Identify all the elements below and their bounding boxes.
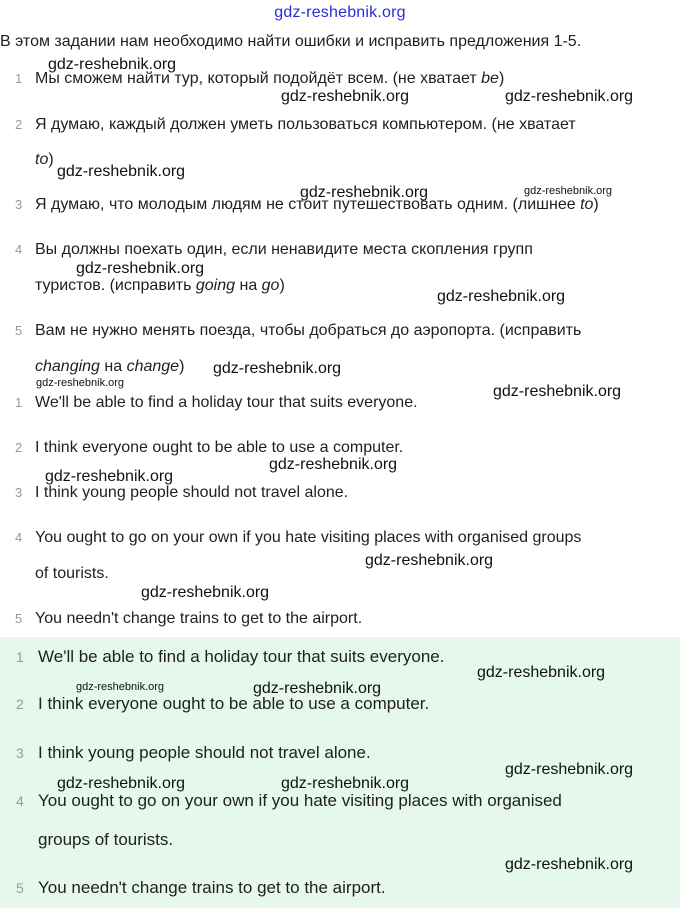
watermark: gdz-reshebnik.org bbox=[300, 184, 429, 201]
watermark: gdz-reshebnik.org bbox=[213, 360, 342, 377]
watermark: gdz-reshebnik.org bbox=[57, 775, 186, 792]
watermark: gdz-reshebnik.org bbox=[48, 56, 177, 73]
item-number: 2 bbox=[15, 440, 23, 455]
watermark: gdz-reshebnik.org bbox=[493, 383, 622, 400]
item-number: 2 bbox=[16, 696, 24, 712]
watermark: gdz-reshebnik.org bbox=[505, 761, 634, 778]
item-number: 1 bbox=[15, 395, 23, 410]
item-number: 4 bbox=[15, 530, 23, 545]
watermark: gdz-reshebnik.org bbox=[477, 664, 606, 681]
item-number: 1 bbox=[15, 71, 23, 86]
site-title[interactable]: gdz-reshebnik.org bbox=[274, 4, 406, 21]
watermark: gdz-reshebnik.org bbox=[505, 88, 634, 105]
watermark: gdz-reshebnik.org bbox=[281, 88, 410, 105]
item-number: 5 bbox=[15, 323, 23, 338]
watermark: gdz-reshebnik.org bbox=[505, 856, 634, 873]
watermark: gdz-reshebnik.org bbox=[76, 681, 165, 693]
item-number: 5 bbox=[15, 611, 23, 626]
item-number: 2 bbox=[15, 117, 23, 132]
watermark: gdz-reshebnik.org bbox=[45, 468, 174, 485]
watermark: gdz-reshebnik.org bbox=[365, 552, 494, 569]
watermark: gdz-reshebnik.org bbox=[269, 456, 398, 473]
site-header bbox=[0, 4, 680, 22]
item-number: 5 bbox=[16, 880, 24, 896]
item-number: 4 bbox=[16, 793, 24, 809]
watermark: gdz-reshebnik.org bbox=[141, 584, 270, 601]
watermark: gdz-reshebnik.org bbox=[36, 377, 125, 389]
watermark: gdz-reshebnik.org bbox=[281, 775, 410, 792]
watermark: gdz-reshebnik.org bbox=[437, 288, 566, 305]
task-intro: В этом задании нам необходимо найти ошибки и исправить предложения 1-5. bbox=[0, 33, 582, 50]
watermark: gdz-reshebnik.org bbox=[76, 260, 205, 277]
item-number: 4 bbox=[15, 242, 23, 257]
watermark: gdz-reshebnik.org bbox=[253, 680, 382, 697]
item-number: 3 bbox=[15, 197, 23, 212]
item-number: 3 bbox=[16, 745, 24, 761]
item-number: 3 bbox=[15, 485, 23, 500]
watermark: gdz-reshebnik.org bbox=[524, 185, 613, 197]
item-number: 1 bbox=[16, 649, 24, 665]
watermark: gdz-reshebnik.org bbox=[57, 163, 186, 180]
